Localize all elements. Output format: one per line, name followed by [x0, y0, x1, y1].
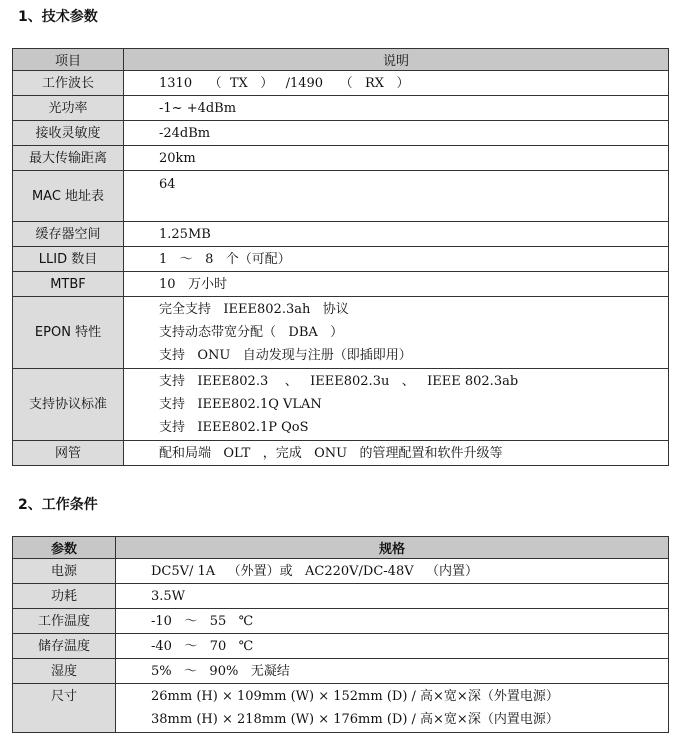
value-line: 38mm (H) × 218mm (W) × 176mm (D) / 高×宽×深（内置电源）: [151, 712, 559, 727]
row-key: 接收灵敏度: [13, 121, 124, 146]
row-key: 功耗: [13, 584, 116, 609]
row-key: 最大传输距离: [13, 146, 124, 171]
table-row: [13, 441, 669, 466]
row-key: 尺寸: [13, 684, 116, 733]
row-key: 储存温度: [13, 634, 116, 659]
value-line: 配和局端 OLT ，完成 ONU 的管理配置和软件升级等: [159, 445, 503, 461]
row-key: 电源: [13, 559, 116, 584]
tech-params-table: [12, 48, 669, 466]
value-line: 支持动态带宽分配（ DBA ）: [159, 325, 344, 340]
table-row: [13, 684, 669, 733]
working-conditions-table: [12, 536, 669, 733]
table-header-row: [13, 49, 669, 71]
row-key: MAC 地址表: [13, 171, 124, 222]
row-value: [124, 96, 669, 121]
row-value: [116, 609, 669, 634]
value-line: 支持 IEEE802.1P QoS: [159, 420, 309, 435]
row-key: EPON 特性: [13, 297, 124, 369]
table-row: [13, 96, 669, 121]
table-row: [13, 222, 669, 247]
table-header-row: [13, 537, 669, 559]
value-line: 1 ～ 8 个（可配）: [159, 251, 291, 267]
table-row: [13, 584, 669, 609]
value-line: 支持 IEEE802.3 、 IEEE802.3u 、 IEEE 802.3ab: [159, 374, 519, 389]
value-line: -10 ～ 55 ℃: [151, 613, 254, 629]
row-value: [124, 146, 669, 171]
header-parameter: 参数: [13, 537, 116, 559]
table-row: [13, 146, 669, 171]
row-key: 光功率: [13, 96, 124, 121]
row-key: MTBF: [13, 272, 124, 297]
row-value: [124, 222, 669, 247]
value-line: 支持 IEEE802.1Q VLAN: [159, 397, 322, 412]
row-key: 工作温度: [13, 609, 116, 634]
value-line: 完全支持 IEEE802.3ah 协议: [159, 302, 349, 317]
section-title-tech-params: 1、技术参数: [18, 9, 98, 25]
row-value: [124, 272, 669, 297]
table-row: [13, 634, 669, 659]
row-key: 工作波长: [13, 71, 124, 96]
value-line: 10 万小时: [159, 276, 227, 292]
row-value: [124, 71, 669, 96]
row-value: [124, 297, 669, 369]
row-value: [124, 121, 669, 146]
row-value: [124, 441, 669, 466]
value-line: -1~ +4dBm: [159, 100, 237, 116]
table-row: [13, 559, 669, 584]
row-value: [116, 684, 669, 733]
row-value: [116, 559, 669, 584]
row-value: [116, 584, 669, 609]
row-value: [116, 634, 669, 659]
value-line: 3.5W: [151, 588, 186, 604]
table-row: [13, 659, 669, 684]
row-value: [124, 247, 669, 272]
value-line: 26mm (H) × 109mm (W) × 152mm (D) / 高×宽×深（外置电源）: [151, 689, 559, 704]
value-line: -40 ～ 70 ℃: [151, 638, 254, 654]
header-item: 项目: [13, 49, 124, 71]
value-line: 5% ～ 90% 无凝结: [151, 663, 290, 679]
value-line: -24dBm: [159, 125, 211, 141]
table-row: [13, 171, 669, 222]
table-row: [13, 609, 669, 634]
value-line: 20km: [159, 150, 196, 166]
row-value: [124, 171, 669, 222]
row-key: 湿度: [13, 659, 116, 684]
row-key: 支持协议标准: [13, 369, 124, 441]
table-row: [13, 121, 669, 146]
row-key: LLID 数目: [13, 247, 124, 272]
row-value: [116, 659, 669, 684]
table-row: [13, 71, 669, 96]
table-row: [13, 247, 669, 272]
section-title-working-conditions: 2、工作条件: [18, 497, 98, 513]
value-line: 支持 ONU 自动发现与注册（即插即用）: [159, 348, 412, 363]
value-line: 1310 （ TX ） /1490 （ RX ）: [159, 75, 410, 91]
value-line: 1.25MB: [159, 226, 211, 242]
row-value: [124, 369, 669, 441]
value-line: 64: [159, 177, 176, 192]
row-key: 网管: [13, 441, 124, 466]
header-specification: 规格: [116, 537, 669, 559]
table-row: [13, 297, 669, 369]
table-row: [13, 272, 669, 297]
value-line: DC5V/ 1A （外置）或 AC220V/DC-48V （内置）: [151, 563, 478, 579]
row-key: 缓存器空间: [13, 222, 124, 247]
header-description: 说明: [124, 49, 669, 71]
table-row: [13, 369, 669, 441]
